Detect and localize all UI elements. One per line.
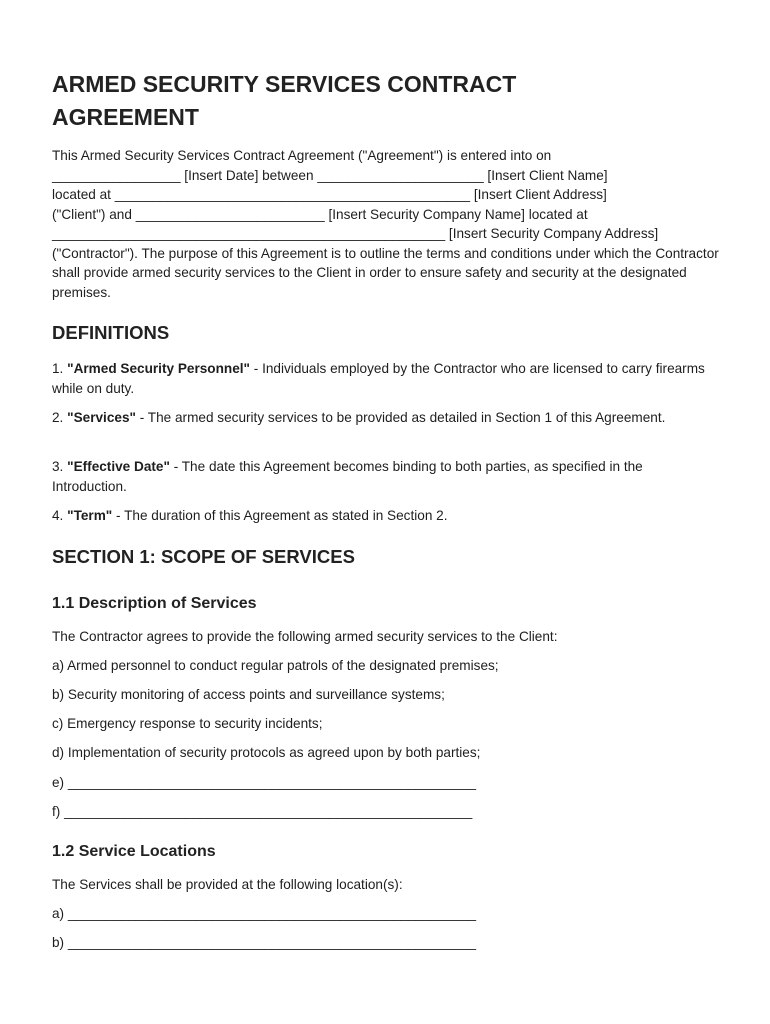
intro-paragraph <box>52 146 724 302</box>
client-address-label: [Insert Client Address] <box>470 187 607 202</box>
subsection-1-2-heading: 1.2 Service Locations <box>52 843 216 860</box>
company-name-label: [Insert Security Company Name] located at <box>324 206 588 222</box>
service-item-blank[interactable]: f) ______________________________________________________ <box>52 804 473 819</box>
location-item-blank[interactable]: a) ______________________________________________________ <box>52 906 477 921</box>
client-and-text: ("Client") and <box>52 206 136 222</box>
definitions-heading: DEFINITIONS <box>52 322 170 343</box>
definition-number: 1. <box>52 361 68 376</box>
definition-term: "Term" <box>67 508 113 523</box>
date-label: [Insert Date] between <box>180 167 318 183</box>
definition-item <box>52 408 718 428</box>
intro-text-end: ("Contractor"). The purpose of this Agreement is to outline the terms and conditions under which the Contractor shall provide armed security services to the Client in order to ensure safety and security at the designated premises. <box>52 245 719 300</box>
service-item-blank[interactable]: e) ______________________________________________________ <box>52 775 477 790</box>
definition-text: - Individuals employed by the Contractor who are licensed to carry firearms while on duty. <box>52 361 705 396</box>
blank-company-address[interactable]: ____________________________________________________ <box>52 226 446 241</box>
definition-text: - The armed security services to be provided as detailed in Section 1 of this Agreement. <box>135 410 666 425</box>
location-item-blank[interactable]: b) ______________________________________________________ <box>52 935 477 950</box>
located-at-text: located at <box>52 187 115 202</box>
definition-number: 2. <box>52 410 68 425</box>
locations-lead: The Services shall be provided at the following location(s): <box>52 877 403 892</box>
document-title: ARMED SECURITY SERVICES CONTRACT AGREEMENT <box>52 71 517 130</box>
service-item: d) Implementation of security protocols as agreed upon by both parties; <box>52 745 481 760</box>
definition-term: "Effective Date" <box>67 459 170 474</box>
definition-text: - The date this Agreement becomes binding to both parties, as specified in the Introduction. <box>52 459 643 494</box>
definition-number: 3. <box>52 459 68 474</box>
definition-term: "Services" <box>67 410 136 425</box>
section1-heading: SECTION 1: SCOPE OF SERVICES <box>52 546 355 567</box>
definition-number: 4. <box>52 508 68 523</box>
blank-company-name[interactable]: _________________________ <box>135 206 325 222</box>
blank-client-address[interactable]: _______________________________________________ <box>114 187 471 202</box>
definition-term: "Armed Security Personnel" <box>67 361 250 376</box>
services-lead: The Contractor agrees to provide the following armed security services to the Client: <box>52 629 558 644</box>
blank-date[interactable]: _________________ <box>52 167 181 183</box>
client-name-label: [Insert Client Name] <box>483 167 608 183</box>
service-item: c) Emergency response to security incidents; <box>52 716 323 731</box>
company-address-label: [Insert Security Company Address] <box>445 226 659 241</box>
definition-item <box>52 457 718 496</box>
intro-text-1: This Armed Security Services Contract Agreement ("Agreement") is entered into on <box>52 148 552 163</box>
definition-item <box>52 506 718 526</box>
definition-text: - The duration of this Agreement as stated in Section 2. <box>112 508 448 523</box>
subsection-1-1-heading: 1.1 Description of Services <box>52 595 257 612</box>
service-item: b) Security monitoring of access points and surveillance systems; <box>52 687 445 702</box>
blank-client-name[interactable]: ______________________ <box>317 167 484 183</box>
service-item: a) Armed personnel to conduct regular patrols of the designated premises; <box>52 658 499 673</box>
definition-item <box>52 359 718 398</box>
